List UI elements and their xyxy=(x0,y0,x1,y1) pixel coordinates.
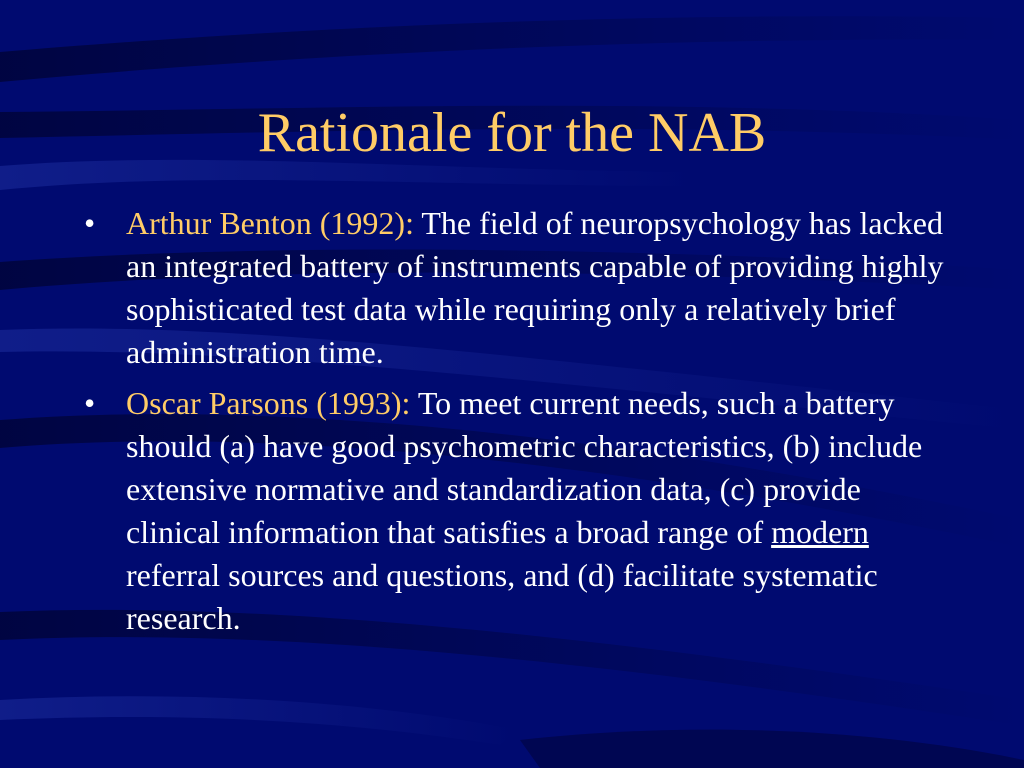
bullet-item-benton xyxy=(84,202,954,374)
slide-title: Rationale for the NAB xyxy=(257,102,767,164)
citation-parsons: Oscar Parsons (1993): xyxy=(126,385,411,421)
citation-benton: Arthur Benton (1992): xyxy=(126,205,414,241)
quote-parsons-part1: To meet current needs, such a battery should (a) have good psychometric characteristics, (b) include extensive normative and standardization data, (c) provide clinical information that satisfies a broad range of xyxy=(126,385,923,550)
bullet-list xyxy=(84,202,954,648)
quote-benton: The field of neuropsychology has lacked an integrated battery of instruments capable of providing highly sophisticated test data while requiring only a relatively brief administration time. xyxy=(126,205,944,370)
underlined-word-modern: modern xyxy=(771,514,869,550)
bullet-item-parsons xyxy=(84,382,954,640)
bullet-dot-icon: • xyxy=(84,385,96,421)
bullet-dot-icon: • xyxy=(84,205,96,241)
quote-parsons-part2: referral sources and questions, and (d) facilitate systematic research. xyxy=(126,557,878,636)
